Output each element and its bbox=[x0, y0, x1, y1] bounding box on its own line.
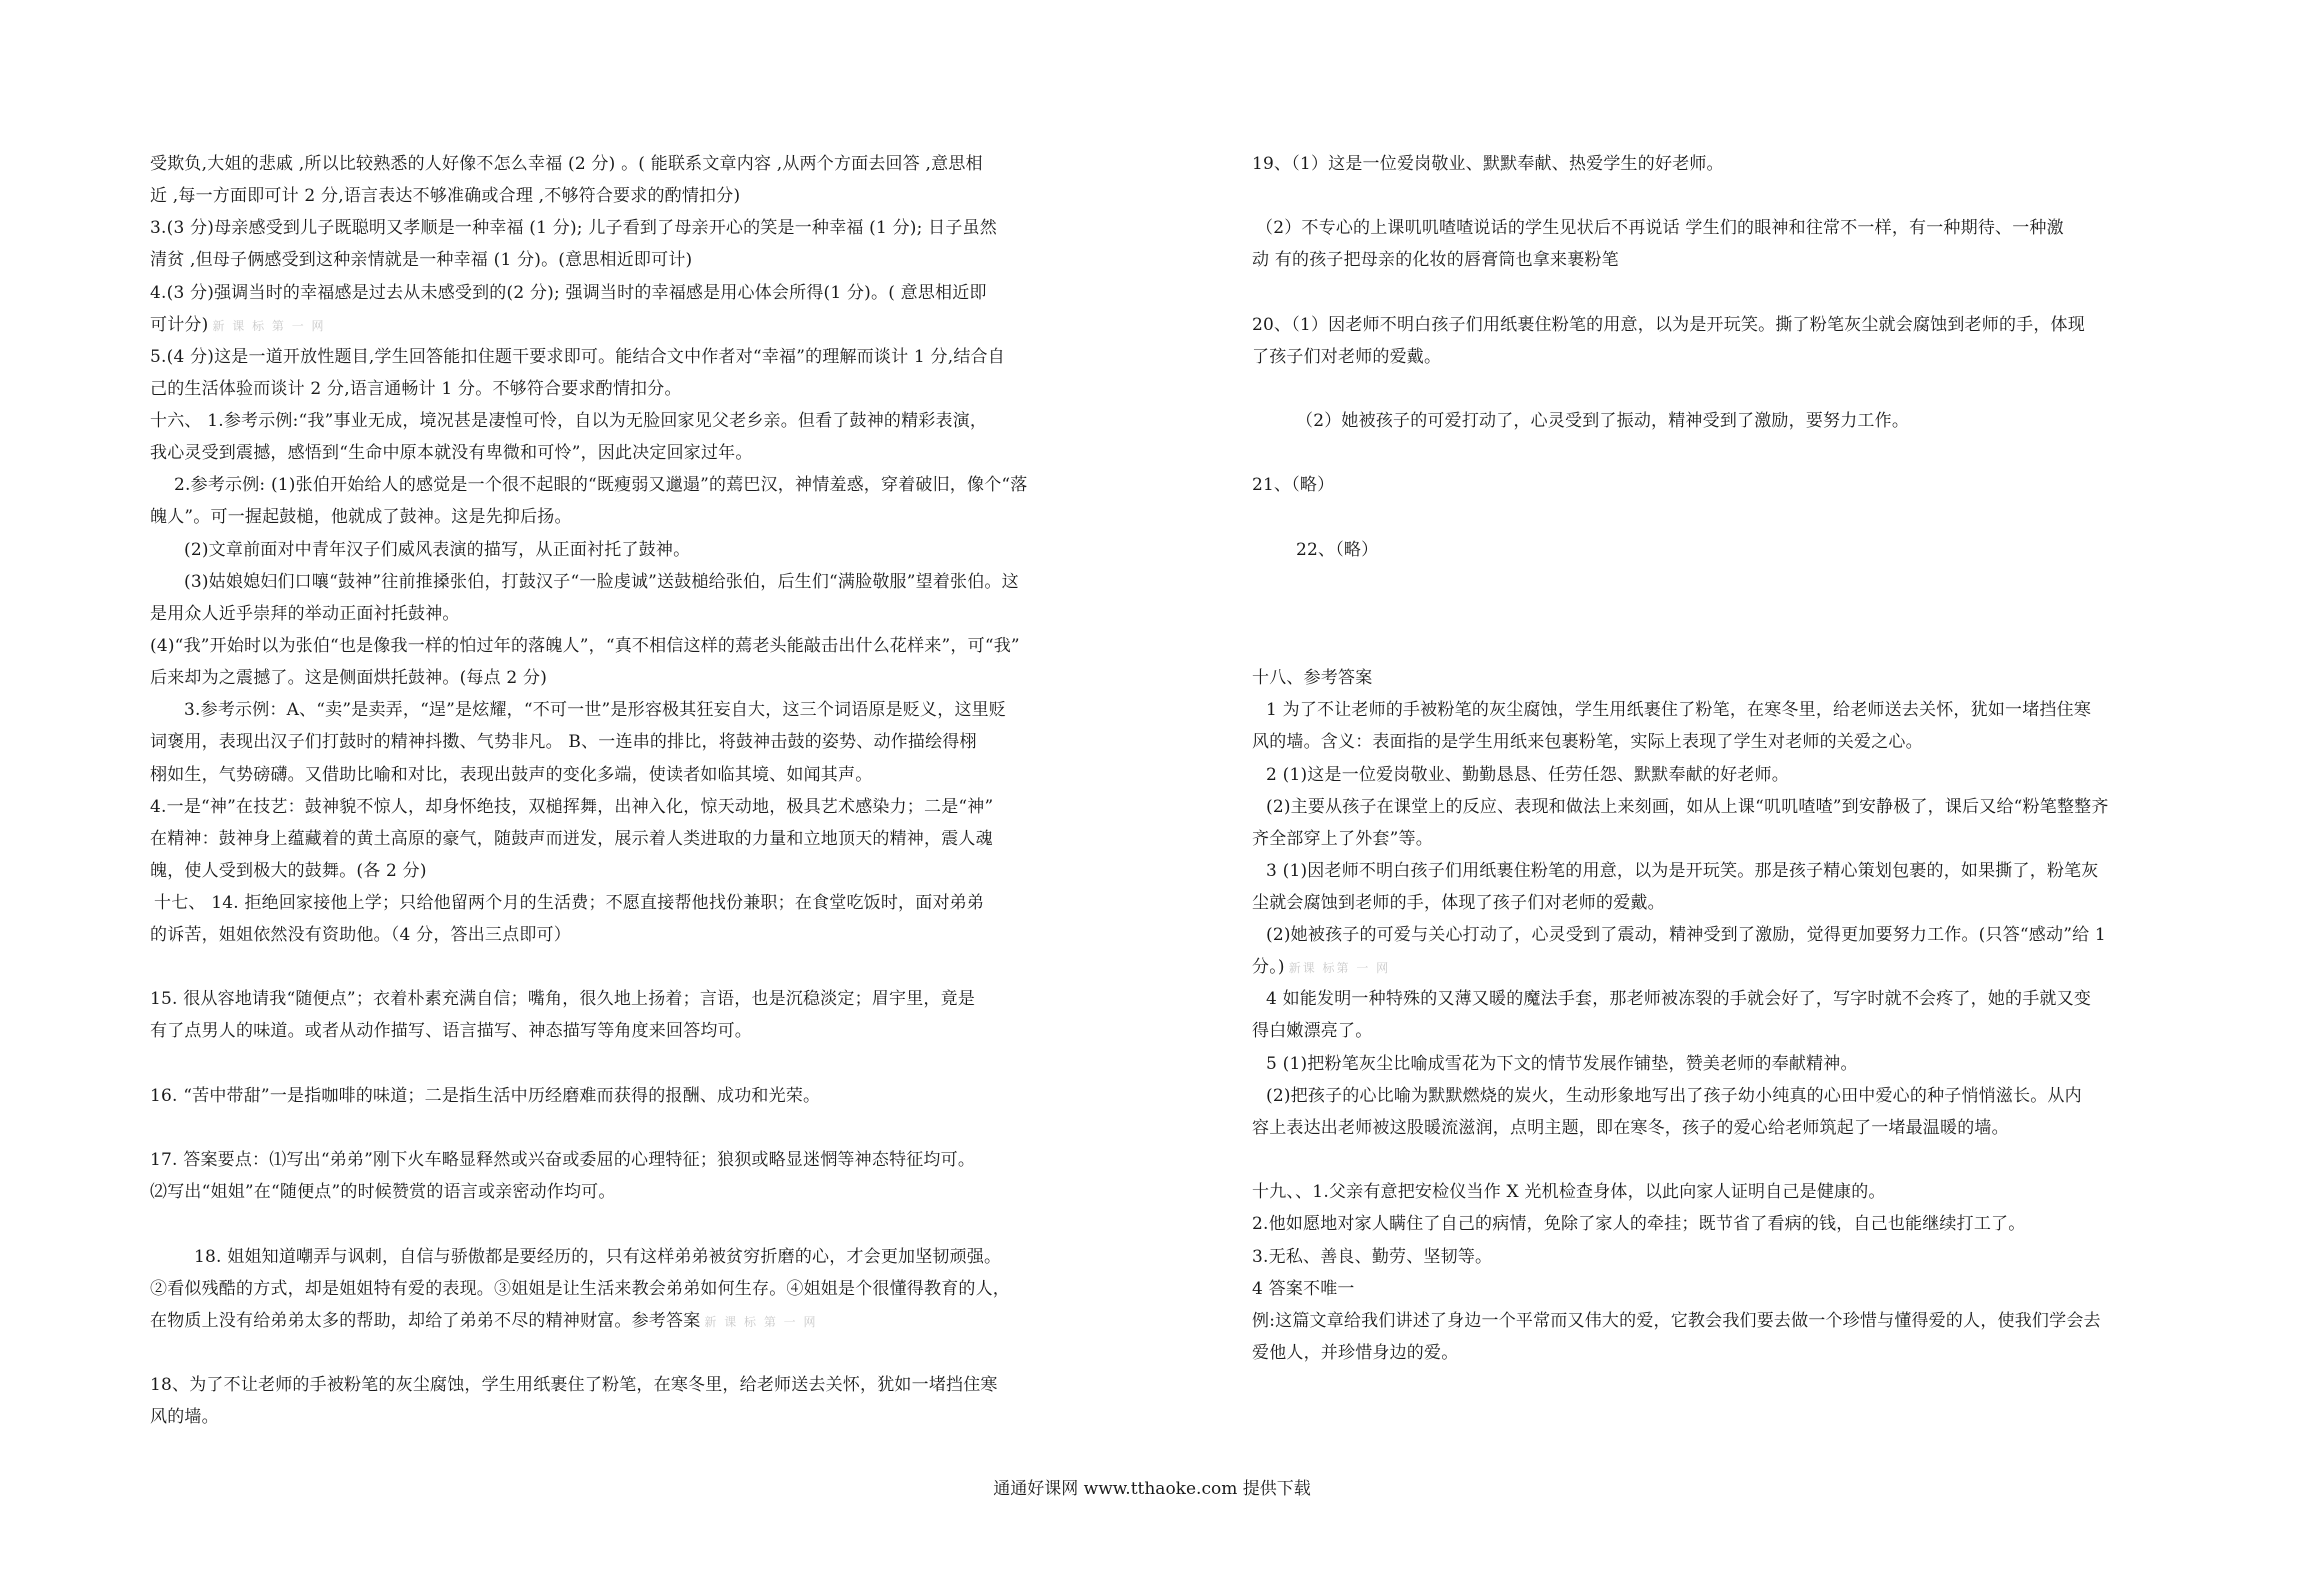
watermark-text: 新 课 标 第 一 网 bbox=[212, 319, 326, 333]
text-line: 魄人”。可一握起鼓槌，他就成了鼓神。这是先抑后扬。 bbox=[150, 507, 572, 527]
text-line: 22、（略） bbox=[1296, 540, 1379, 560]
text-line: 例:这篇文章给我们讲述了身边一个平常而又伟大的爱，它教会我们要去做一个珍惜与懂得爱的人，使我们学会去 bbox=[1252, 1311, 2101, 1331]
text-line: 2.他如愿地对家人瞒住了自己的病情，免除了家人的牵挂；既节省了看病的钱，自己也能继续打工了。 bbox=[1252, 1214, 2026, 1234]
text-line: 2 (1)这是一位爱岗敬业、勤勤恳恳、任劳任怨、默默奉献的好老师。 bbox=[1266, 765, 1789, 785]
text-line: 后来却为之震撼了。这是侧面烘托鼓神。(每点 2 分) bbox=[150, 668, 548, 688]
text-line: 齐全部穿上了外套”等。 bbox=[1252, 829, 1433, 849]
text-line: 十六、 1.参考示例:“我”事业无成，境况甚是凄惶可怜，自以为无脸回家见父老乡亲。但看了鼓神的精彩表演， bbox=[150, 411, 988, 431]
text-line: ⑵写出“姐姐”在“随便点”的时候赞赏的语言或亲密动作均可。 bbox=[150, 1182, 616, 1202]
text-line: 2.参考示例: (1)张伯开始给人的感觉是一个很不起眼的“既瘦弱又邋遢”的蔫巴汉，神情羞惑，穿着破旧，像个“落 bbox=[174, 475, 1028, 495]
text-segment: 可计分) bbox=[150, 315, 209, 335]
text-line: 4 答案不唯一 bbox=[1252, 1279, 1355, 1299]
text-line: 风的墙。含义：表面指的是学生用纸来包裹粉笔，实际上表现了学生对老师的关爱之心。 bbox=[1252, 732, 1923, 752]
text-line: 在精神：鼓神身上蕴藏着的黄土高原的豪气，随鼓声而迸发，展示着人类进取的力量和立地顶天的精神，震人魂 bbox=[150, 829, 993, 849]
text-line: 栩如生，气势磅礴。又借助比喻和对比，表现出鼓声的变化多端，使读者如临其境、如闻其声。 bbox=[150, 765, 873, 785]
text-line: 近 ,每一方面即可计 2 分,语言表达不够准确或合理 ,不够符合要求的酌情扣分) bbox=[150, 186, 741, 206]
text-line: 己的生活体验而谈计 2 分,语言通畅计 1 分。不够符合要求酌情扣分。 bbox=[150, 379, 682, 399]
text-line: 十九、、1.父亲有意把安检仪当作 X 光机检查身体，以此向家人证明自己是健康的。 bbox=[1252, 1182, 1886, 1202]
watermark-text: 新 课 标 第 一 网 bbox=[704, 1315, 818, 1329]
text-line: 3.无私、善良、勤劳、坚韧等。 bbox=[1252, 1247, 1493, 1267]
text-line: 17. 答案要点：⑴写出“弟弟”刚下火车略显释然或兴奋或委屈的心理特征；狼狈或略显迷惘等神态特征均可。 bbox=[150, 1150, 976, 1170]
text-line: (2)她被孩子的可爱与关心打动了，心灵受到了震动，精神受到了激励，觉得更加要努力工作。(只答“感动”给 1 bbox=[1266, 925, 2106, 945]
text-line bbox=[150, 1310, 817, 1333]
text-line: 4.(3 分)强调当时的幸福感是过去从未感受到的(2 分); 强调当时的幸福感是用心体会所得(1 分)。( 意思相近即 bbox=[150, 283, 987, 303]
text-line: （2）她被孩子的可爱打动了，心灵受到了振动，精神受到了激励，要努力工作。 bbox=[1296, 411, 1910, 431]
text-line: 受欺负,大姐的悲戚 ,所以比较熟悉的人好像不怎么幸福 (2 分) 。( 能联系文章内容 ,从两个方面去回答 ,意思相 bbox=[150, 154, 983, 174]
text-line: 我心灵受到震撼，感悟到“生命中原本就没有卑微和可怜”，因此决定回家过年。 bbox=[150, 443, 753, 463]
text-line: （2）不专心的上课叽叽喳喳说话的学生见状后不再说话 学生们的眼神和往常不一样，有一种期待、一种激 bbox=[1256, 218, 2064, 238]
text-segment: 在物质上没有给弟弟太多的帮助，却给了弟弟不尽的精神财富。参考答案 bbox=[150, 1311, 701, 1331]
text-line: 十七、 14. 拒绝回家接他上学；只给他留两个月的生活费；不愿直接帮他找份兼职；在食堂吃饭时，面对弟弟 bbox=[154, 893, 985, 913]
text-line: 4 如能发明一种特殊的又薄又暖的魔法手套，那老师被冻裂的手就会好了，写字时就不会疼了，她的手就又变 bbox=[1266, 989, 2092, 1009]
text-line: 18. 姐姐知道嘲弄与讽刺，自信与骄傲都是要经历的，只有这样弟弟被贫穷折磨的心，才会更加坚韧顽强。 bbox=[194, 1247, 1002, 1267]
text-line: 4.一是“神”在技艺：鼓神貌不惊人，却身怀绝技，双槌挥舞，出神入化，惊天动地，极具艺术感染力；二是“神” bbox=[150, 797, 994, 817]
text-line: 十八、参考答案 bbox=[1252, 668, 1373, 688]
text-line: 魄，使人受到极大的鼓舞。(各 2 分) bbox=[150, 861, 427, 881]
left-answer-column bbox=[150, 0, 1100, 1595]
watermark-text: 新课 标第 一 网 bbox=[1288, 961, 1391, 975]
text-line: 动 有的孩子把母亲的化妆的唇膏筒也拿来裹粉笔 bbox=[1252, 250, 1619, 270]
text-line: 词褒用，表现出汉子们打鼓时的精神抖擞、气势非凡。 B、一连串的排比，将鼓神击鼓的姿势、动作描绘得栩 bbox=[150, 732, 977, 752]
text-line: 16. “苦中带甜”一是指咖啡的味道；二是指生活中历经磨难而获得的报酬、成功和光荣。 bbox=[150, 1086, 821, 1106]
text-line: 3.(3 分)母亲感受到儿子既聪明又孝顺是一种幸福 (1 分); 儿子看到了母亲开心的笑是一种幸福 (1 分); 日子虽然 bbox=[150, 218, 997, 238]
text-line: (2)文章前面对中青年汉子们威风表演的描写，从正面衬托了鼓神。 bbox=[184, 540, 691, 560]
footer-download-credit: 通通好课网 www.tthaoke.com 提供下载 bbox=[993, 1479, 1311, 1499]
text-segment: 分。) bbox=[1252, 957, 1285, 977]
text-line: 风的墙。 bbox=[150, 1407, 219, 1427]
text-line: 爱他人，并珍惜身边的爱。 bbox=[1252, 1343, 1459, 1363]
text-line: 是用众人近乎崇拜的举动正面衬托鼓神。 bbox=[150, 604, 460, 624]
text-line: 得白嫩漂亮了。 bbox=[1252, 1021, 1373, 1041]
text-line: 有了点男人的味道。或者从动作描写、语言描写、神态描写等角度来回答均可。 bbox=[150, 1021, 752, 1041]
text-line: 5 (1)把粉笔灰尘比喻成雪花为下文的情节发展作铺垫，赞美老师的奉献精神。 bbox=[1266, 1054, 1858, 1074]
text-line: (3)姑娘媳妇们口嚷“鼓神”往前推搡张伯，打鼓汉子“一脸虔诚”送鼓槌给张伯，后生们“满脸敬服”望着张伯。这 bbox=[184, 572, 1019, 592]
text-line: 清贫 ,但母子俩感受到这种亲情就是一种幸福 (1 分)。(意思相近即可计) bbox=[150, 250, 693, 270]
text-line: 3 (1)因老师不明白孩子们用纸裹住粉笔的用意，以为是开玩笑。那是孩子精心策划包裹的，如果撕了，粉笔灰 bbox=[1266, 861, 2099, 881]
text-line: 3.参考示例：A、“卖”是卖弄，“逞”是炫耀，“不可一世”是形容极其狂妄自大，这三个词语原是贬义，这里贬 bbox=[184, 700, 1007, 720]
text-line: 1 为了不让老师的手被粉笔的灰尘腐蚀，学生用纸裹住了粉笔，在寒冬里，给老师送去关怀，犹如一堵挡住寒 bbox=[1266, 700, 2092, 720]
text-line: 的诉苦，姐姐依然没有资助他。（4 分，答出三点即可） bbox=[150, 925, 571, 945]
text-line: 19、（1）这是一位爱岗敬业、默默奉献、热爱学生的好老师。 bbox=[1252, 154, 1724, 174]
text-line: (2)把孩子的心比喻为默默燃烧的炭火，生动形象地写出了孩子幼小纯真的心田中爱心的种子悄悄滋长。从内 bbox=[1266, 1086, 2082, 1106]
text-line: 容上表达出老师被这股暖流滋润，点明主题，即在寒冬，孩子的爱心给老师筑起了一堵最温暖的墙。 bbox=[1252, 1118, 2009, 1138]
text-line: 20、（1）因老师不明白孩子们用纸裹住粉笔的用意，以为是开玩笑。撕了粉笔灰尘就会腐蚀到老师的手，体现 bbox=[1252, 315, 2085, 335]
right-answer-column bbox=[1252, 0, 2202, 1595]
text-line: (2)主要从孩子在课堂上的反应、表现和做法上来刻画，如从上课“叽叽喳喳”到安静极了，课后又给“粉笔整整齐 bbox=[1266, 797, 2109, 817]
text-line bbox=[1252, 956, 1390, 979]
text-line: (4)“我”开始时以为张伯“也是像我一样的怕过年的落魄人”，“真不相信这样的蔫老头能敲击出什么花样来”，可“我” bbox=[150, 636, 1020, 656]
text-line: 5.(4 分)这是一道开放性题目,学生回答能扣住题干要求即可。能结合文中作者对“幸福”的理解而谈计 1 分,结合自 bbox=[150, 347, 1005, 367]
text-line: 15. 很从容地请我“随便点”；衣着朴素充满自信；嘴角，很久地上扬着；言语，也是沉稳淡定；眉宇里，竟是 bbox=[150, 989, 976, 1009]
text-line bbox=[150, 314, 326, 337]
text-line: 21、（略） bbox=[1252, 475, 1335, 495]
text-line: 尘就会腐蚀到老师的手，体现了孩子们对老师的爱戴。 bbox=[1252, 893, 1665, 913]
text-line: 了孩子们对老师的爱戴。 bbox=[1252, 347, 1442, 367]
text-line: 18、为了不让老师的手被粉笔的灰尘腐蚀，学生用纸裹住了粉笔，在寒冬里，给老师送去关怀，犹如一堵挡住寒 bbox=[150, 1375, 998, 1395]
text-line: ②看似残酷的方式，却是姐姐特有爱的表现。③姐姐是让生活来教会弟弟如何生存。④姐姐是个很懂得教育的人， bbox=[150, 1279, 1010, 1299]
